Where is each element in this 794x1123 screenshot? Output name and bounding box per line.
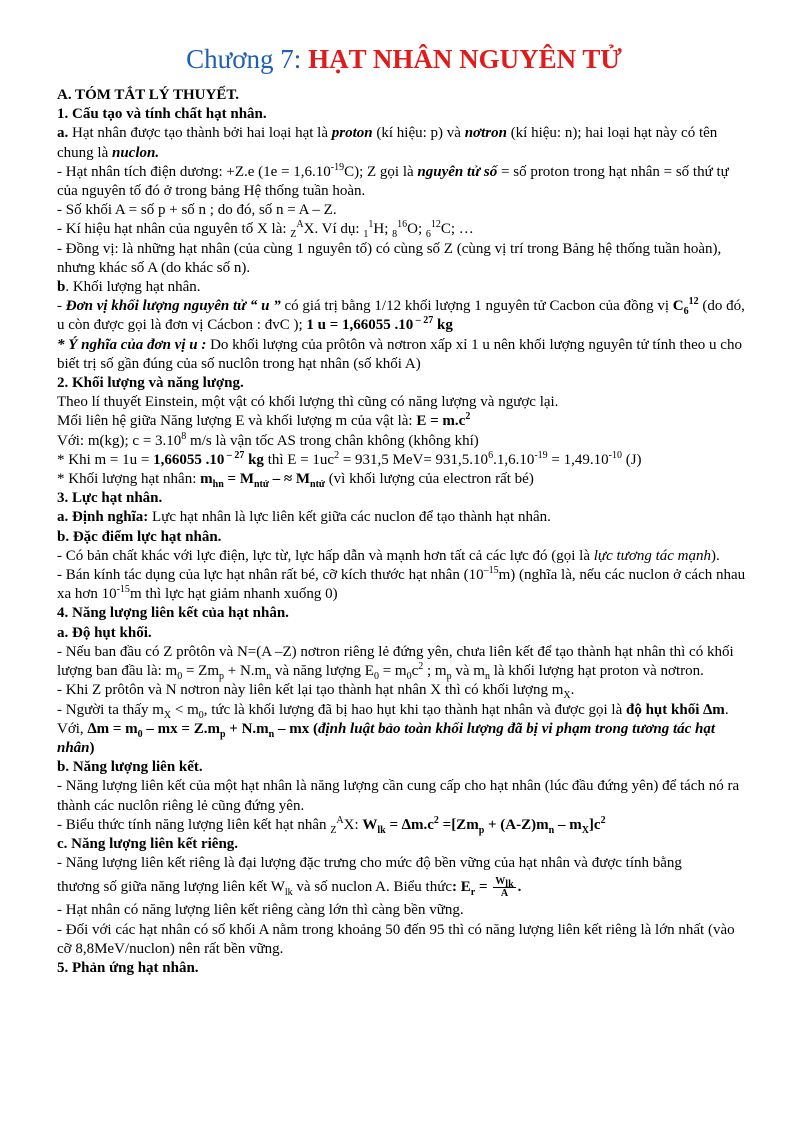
paragraph-atomic-mass-unit: - Đơn vị khối lượng nguyên tử “ u ” có giá trị bằng 1/12 khối lượng 1 nguyên tử Cacbon của đồng vị $C_6^{12}$ (do đó, u còn được gọi là đơn vị Cácbon : đvC ); 1 u = 1,66055 .10 $^{- 27}$ kg (57, 296, 745, 334)
paragraph-nuclear-force-definition: a. Định nghĩa: Lực hạt nhân là lực liên kết giữa các nuclon để tạo thành hạt nhân. (57, 509, 551, 526)
chapter-title: HẠT NHÂN NGUYÊN TỬ (308, 44, 622, 74)
paragraph-energy-mass-relation: Mối liên hệ giữa Năng lượng E và khối lượng m của vật là: $E = m.c^2$ (57, 411, 471, 430)
paragraph-most-stable-range: - Đối với các hạt nhân có số khối A nằm trong khoảng 50 đến 95 thì có năng lượng liên kết riêng là lớn nhất (vào cỡ 8,8MeV/nuclon) nên rất bền vững. (57, 921, 735, 957)
paragraph-nucleus-charge: - Hạt nhân tích điện dương: +Z.e $(1e = 1,6.10^{-19}C)$; Z gọi là nguyên tử số = số proton trong hạt nhân = số thứ tự của nguyên tố đó ở trong bảng Hệ thống tuần hoàn. (57, 161, 729, 200)
paragraph-binding-energy-definition: - Năng lượng liên kết của một hạt nhân là năng lượng cần cung cấp cho hạt nhân (lúc đầu đứng yên) để tách nó ra thành các nuclôn riêng lẻ cũng đứng yên. (57, 778, 740, 814)
subheading-nucleus-mass: b. Khối lượng hạt nhân. (57, 279, 201, 296)
paragraph-einstein: Theo lí thuyết Einstein, một vật có khối lượng thì cũng có năng lượng và ngược lại. (57, 394, 559, 411)
subheading-force-features: b. Đặc điểm lực hạt nhân. (57, 528, 222, 545)
paragraph-force-range: - Bán kính tác dụng của lực hạt nhân rất bé, cỡ kích thước hạt nhân $(10^{-15}m)$ (nghĩa là, nếu các nuclon ở cách nhau xa hơn $10^{-15}m$ thì lực hạt giảm nhanh xuống 0) (57, 565, 746, 603)
paragraph-stability: - Hạt nhân có năng lượng liên kết riêng càng lớn thì càng bền vững. (57, 902, 464, 919)
paragraph-specific-binding-formula: thương số giữa năng lượng liên kết $W_{lk}$ và số nuclon A. Biểu thức: $E_r$ = $\frac{W_{lk}}{A}$ . (57, 876, 522, 900)
section-1-heading: 1. Cấu tạo và tính chất hạt nhân. (57, 106, 267, 123)
section-3-heading: 3. Lực hạt nhân. (57, 490, 163, 507)
page-title (57, 42, 751, 76)
paragraph-isotope: - Đồng vị: là những hạt nhân (của cùng 1 nguyên tố) có cùng số Z (cùng vị trí trong Bảng hệ thống tuần hoàn), nhưng khác số A (do khác số n). (57, 240, 722, 276)
paragraph-light-speed: Với: m(kg); $c = 3.10^8$ m/s là vận tốc AS trong chân không (không khí) (57, 430, 479, 449)
section-2-heading: 2. Khối lượng và năng lượng. (57, 375, 244, 392)
paragraph-mass-defect: - Người ta thấy $m_X < m_0$, tức là khối lượng đã bị hao hụt khi tạo thành hạt nhân và được gọi là độ hụt khối ∆m. Với, $\Delta m = m_0$ – mx = $Z.m_p + N.m_n$ – mx (định luật bảo toàn khối lượng đã bị vi phạm trong tương tác hạt nhân) (57, 701, 729, 756)
section-4-heading: 4. Năng lượng liên kết của hạt nhân. (57, 605, 289, 622)
paragraph-specific-binding-definition: - Năng lượng liên kết riêng là đại lượng đặc trưng cho mức độ bền vững của hạt nhân và được tính bằng (57, 855, 682, 872)
paragraph-nucleus-mass-formula: * Khối lượng hạt nhân: $m_{hn} = M_{ntử}$ – ≈ $M_{ntử}$ (vì khối lượng của electron rất bé) (57, 471, 534, 491)
chapter-label: Chương 7: (186, 44, 302, 74)
section-5-heading: 5. Phản ứng hạt nhân. (57, 959, 199, 976)
paragraph-initial-mass: - Nếu ban đầu có Z prôtôn và N=(A –Z) nơtron riêng lẻ đứng yên, chưa liên kết để tạo thành hạt nhân thì có khối lượng ban đầu là: $m_0 = Zm_p + N.m_n$ và năng lượng $E_0 = m_0c^2$ ; $m_p$ và $m_n$ là khối lượng hạt proton và nơtron. (57, 643, 734, 683)
subheading-mass-defect: a. Độ hụt khối. (57, 624, 152, 641)
paragraph-nucleus-symbol: - Kí hiệu hạt nhân của nguyên tố X là: $_Z^A$X. Ví dụ: $_1^1$H; $_8^{16}$O; $_6^{12}$C; … (57, 219, 474, 241)
paragraph-unit-meaning: * Ý nghĩa của đơn vị u : Do khối lượng của prôtôn và nơtron xấp xỉ 1 u nên khối lượng nguyên tử tính theo u cho biết trị số gần đúng của số nuclôn trong hạt nhân (số khối A) (57, 336, 742, 372)
paragraph-force-nature: - Có bản chất khác với lực điện, lực từ, lực hấp dẫn và mạnh hơn tất cả các lực đó (gọi là lực tương tác mạnh). (57, 547, 720, 564)
paragraph-bound-mass: - Khi Z prôtôn và N nơtron này liên kết lại tạo thành hạt nhân X thì có khối lượng $m_X$. (57, 682, 575, 702)
paragraph-nucleus-composition: a. Hạt nhân được tạo thành bởi hai loại hạt là proton (kí hiệu: p) và nơtron (kí hiệu: n); hai loại hạt này có tên chung là nuclon. (57, 125, 718, 161)
paragraph-binding-energy-formula: - Biểu thức tính năng lượng liên kết hạt nhân $_Z^A$X: $W_{lk} = \Delta m.c^2 =[Zm_p + (A-Z)m_n - m_X]c^2$ (57, 814, 606, 836)
fraction-wlk-over-a: $\frac{W_{lk}}{A}$ (495, 876, 514, 900)
paragraph-energy-of-1u: * Khi m = 1u = 1,66055 .10 $^{- 27}$ kg thì $E = 1uc^2 = 931,5$ $MeV= 931,5.10^6.1,6.10^{-19} = 1,49.10^{-10}$ (J) (57, 449, 642, 468)
paragraph-mass-number: - Số khối A = số p + số n ; do đó, số n = A – Z. (57, 202, 337, 219)
document-page (57, 42, 751, 978)
subheading-binding-energy: b. Năng lượng liên kết. (57, 759, 203, 776)
subheading-specific-binding-energy: c. Năng lượng liên kết riêng. (57, 835, 239, 852)
section-a-heading: A. TÓM TẮT LÝ THUYẾT. (57, 87, 239, 103)
